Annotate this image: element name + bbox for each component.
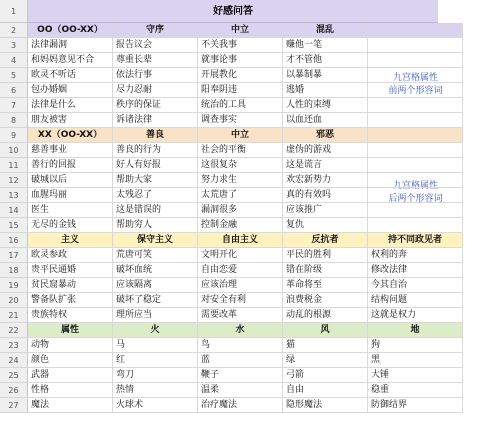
table-cell[interactable]: 这是谎言 <box>283 158 368 173</box>
table-cell[interactable]: 开展教化 <box>198 68 283 83</box>
table-cell[interactable]: 今其自治 <box>368 278 463 293</box>
table-cell[interactable]: 大锤 <box>368 368 463 383</box>
table-cell[interactable]: 医生 <box>28 203 113 218</box>
table-cell[interactable]: 真的有效吗 <box>283 188 368 203</box>
table-row <box>28 188 500 203</box>
table-cell[interactable]: 武器 <box>28 368 113 383</box>
row-header[interactable]: 22 <box>0 323 28 338</box>
table-cell[interactable]: 贵平民通婚 <box>28 263 113 278</box>
table-cell[interactable]: 动乱的根源 <box>283 308 368 323</box>
table-row <box>28 398 500 413</box>
table-row <box>28 338 500 353</box>
table-cell[interactable]: 修改法律 <box>368 263 463 278</box>
table-cell[interactable]: 尽力忍耐 <box>113 83 198 98</box>
table-cell[interactable]: 治疗魔法 <box>198 398 283 413</box>
table-cell[interactable]: 善行的回报 <box>28 158 113 173</box>
table-row <box>28 83 500 98</box>
table-cell[interactable] <box>368 173 463 188</box>
table-cell[interactable] <box>368 158 463 173</box>
table-cell[interactable]: 贵族特权 <box>28 308 113 323</box>
table-cell[interactable]: 温柔 <box>198 383 283 398</box>
header-cell[interactable]: 中立 <box>198 128 283 143</box>
row-header[interactable]: 24 <box>0 353 28 368</box>
table-cell[interactable]: 红 <box>113 353 198 368</box>
row-header[interactable]: 16 <box>0 233 28 248</box>
row-header[interactable]: 25 <box>0 368 28 383</box>
table-cell[interactable]: 无尽的金钱 <box>28 218 113 233</box>
header-cell[interactable]: 地 <box>368 323 463 338</box>
table-cell[interactable]: 自由恋爱 <box>198 263 283 278</box>
table-cell[interactable]: 欧灵参政 <box>28 248 113 263</box>
table-cell[interactable]: 浪费税金 <box>283 293 368 308</box>
table-cell[interactable]: 控制金融 <box>198 218 283 233</box>
row-header[interactable]: 14 <box>0 203 28 218</box>
table-cell[interactable]: 警备队扩张 <box>28 293 113 308</box>
table-cell[interactable]: 就事论事 <box>198 53 283 68</box>
table-cell[interactable]: 法律是什么 <box>28 98 113 113</box>
table-row <box>28 113 500 128</box>
table-cell[interactable]: 狗 <box>368 338 463 353</box>
table-cell[interactable]: 绿 <box>283 353 368 368</box>
table-row <box>28 158 500 173</box>
row-header[interactable]: 18 <box>0 263 28 278</box>
table-cell[interactable]: 依法行事 <box>113 68 198 83</box>
table-cell[interactable]: 自由 <box>283 383 368 398</box>
header-cell[interactable]: 主义 <box>28 233 113 248</box>
table-cell[interactable]: 以血还血 <box>283 113 368 128</box>
side-note-2-line2: 后两个形容词 <box>388 194 443 204</box>
table-cell[interactable]: 理所应当 <box>113 308 198 323</box>
header-cell[interactable]: XX（OO-XX） <box>28 128 113 143</box>
table-cell[interactable]: 应该治理 <box>198 278 283 293</box>
table-cell[interactable]: 漏洞很多 <box>198 203 283 218</box>
header-cell[interactable]: 混乱 <box>283 23 368 38</box>
side-note-1-line1: 九宫格属性 <box>392 73 438 83</box>
table-cell[interactable]: 稳重 <box>368 383 463 398</box>
table-row <box>28 38 500 53</box>
header-cell[interactable]: 水 <box>198 323 283 338</box>
table-cell[interactable]: 阳奉阴违 <box>198 83 283 98</box>
table-cell[interactable]: 血腥玛丽 <box>28 188 113 203</box>
row-header[interactable]: 7 <box>0 98 28 113</box>
table-cell[interactable]: 火球术 <box>113 398 198 413</box>
row-header[interactable]: 12 <box>0 173 28 188</box>
row-header[interactable]: 4 <box>0 53 28 68</box>
table-cell[interactable] <box>368 143 463 158</box>
table-cell[interactable] <box>368 68 463 83</box>
table-cell[interactable]: 社会的平衡 <box>198 143 283 158</box>
table-row <box>28 278 500 293</box>
table-row <box>28 353 500 368</box>
table-row <box>28 98 500 113</box>
table-cell[interactable]: 帮助穷人 <box>113 218 198 233</box>
header-cell[interactable]: 持不同政见者 <box>368 233 463 248</box>
table-cell[interactable]: 包办婚姻 <box>28 83 113 98</box>
table-cell[interactable]: 秩序的保证 <box>113 98 198 113</box>
table-row <box>28 308 500 323</box>
table-cell[interactable]: 诉诸法律 <box>113 113 198 128</box>
table-cell[interactable] <box>368 83 463 98</box>
table-cell[interactable]: 猫 <box>283 338 368 353</box>
table-cell[interactable]: 欢宏新势力 <box>283 173 368 188</box>
table-cell[interactable]: 贫民窟暴动 <box>28 278 113 293</box>
row-header[interactable]: 6 <box>0 83 28 98</box>
header-cell[interactable]: 邪恶 <box>283 128 368 143</box>
table-cell[interactable]: 破坏血统 <box>113 263 198 278</box>
table-cell[interactable]: 蓝 <box>198 353 283 368</box>
table-row <box>28 53 500 68</box>
row-header[interactable]: 5 <box>0 68 28 83</box>
table-row <box>28 293 500 308</box>
table-cell[interactable]: 应该推广 <box>283 203 368 218</box>
table-cell[interactable]: 魔法 <box>28 398 113 413</box>
table-cell[interactable]: 防御结界 <box>368 398 463 413</box>
row-header-1[interactable]: 1 <box>0 0 28 23</box>
table-cell[interactable] <box>368 203 463 218</box>
header-cell[interactable]: 反抗者 <box>283 233 368 248</box>
row-header[interactable]: 13 <box>0 188 28 203</box>
row-header[interactable]: 11 <box>0 158 28 173</box>
table-cell[interactable]: 才不管他 <box>283 53 368 68</box>
table-cell[interactable] <box>368 218 463 233</box>
table-cell[interactable]: 这就是权力 <box>368 308 463 323</box>
table-row <box>28 218 500 233</box>
table-cell[interactable]: 这很复杂 <box>198 158 283 173</box>
table-cell[interactable]: 平民的胜利 <box>283 248 368 263</box>
header-cell[interactable]: 火 <box>113 323 198 338</box>
table-cell[interactable]: 权利的奔 <box>368 248 463 263</box>
table-cell[interactable]: 调查事实 <box>198 113 283 128</box>
header-cell[interactable] <box>368 23 463 38</box>
table-cell[interactable]: 尊重长辈 <box>113 53 198 68</box>
table-cell[interactable]: 太残忍了 <box>113 188 198 203</box>
table-cell[interactable]: 这是错误的 <box>113 203 198 218</box>
side-note-2-line1: 九宫格属性 <box>392 181 438 191</box>
table-cell[interactable]: 好人有好报 <box>113 158 198 173</box>
row-header[interactable]: 15 <box>0 218 28 233</box>
row-header[interactable]: 10 <box>0 143 28 158</box>
section-header-row <box>28 23 500 38</box>
row-header[interactable]: 26 <box>0 383 28 398</box>
header-cell[interactable]: 自由主义 <box>198 233 283 248</box>
table-cell[interactable]: 颜色 <box>28 353 113 368</box>
table-cell[interactable]: 法律漏洞 <box>28 38 113 53</box>
side-note-1-line2: 前两个形容词 <box>388 86 443 96</box>
header-cell[interactable] <box>368 128 463 143</box>
row-header[interactable]: 8 <box>0 113 28 128</box>
table-cell[interactable] <box>368 38 463 53</box>
table-cell[interactable]: 文明开化 <box>198 248 283 263</box>
table-cell[interactable]: 弓箭 <box>283 368 368 383</box>
table-cell[interactable]: 马 <box>113 338 198 353</box>
table-cell[interactable]: 弯刀 <box>113 368 198 383</box>
sheet-title[interactable]: 好感问答 <box>28 0 438 23</box>
table-cell[interactable]: 帮助大家 <box>113 173 198 188</box>
table-cell[interactable]: 荒唐可笑 <box>113 248 198 263</box>
table-cell[interactable]: 善良的行为 <box>113 143 198 158</box>
table-row <box>28 368 500 383</box>
table-row <box>28 248 500 263</box>
table-cell[interactable]: 应该隔离 <box>113 278 198 293</box>
header-cell[interactable]: OO（OO-XX） <box>28 23 113 38</box>
header-cell[interactable]: 保守主义 <box>113 233 198 248</box>
table-cell[interactable]: 不关我事 <box>198 38 283 53</box>
row-header[interactable]: 3 <box>0 38 28 53</box>
table-row <box>28 203 500 218</box>
table-cell[interactable]: 慈善事业 <box>28 143 113 158</box>
table-cell[interactable]: 破坏了稳定 <box>113 293 198 308</box>
table-cell[interactable]: 赚他一笔 <box>283 38 368 53</box>
row-header[interactable]: 21 <box>0 308 28 323</box>
table-cell[interactable] <box>368 98 463 113</box>
table-row <box>28 173 500 188</box>
table-cell[interactable]: 复仇 <box>283 218 368 233</box>
table-cell[interactable]: 需要改革 <box>198 308 283 323</box>
table-row <box>28 383 500 398</box>
table-cell[interactable]: 动物 <box>28 338 113 353</box>
header-cell[interactable]: 守序 <box>113 23 198 38</box>
table-cell[interactable]: 以暴制暴 <box>283 68 368 83</box>
table-cell[interactable]: 革命将至 <box>283 278 368 293</box>
header-cell[interactable]: 属性 <box>28 323 113 338</box>
table-row <box>28 263 500 278</box>
table-cell[interactable] <box>368 53 463 68</box>
table-cell[interactable] <box>368 188 463 203</box>
table-cell[interactable]: 朋友被害 <box>28 113 113 128</box>
row-header[interactable]: 9 <box>0 128 28 143</box>
row-header[interactable]: 17 <box>0 248 28 263</box>
header-cell[interactable]: 中立 <box>198 23 283 38</box>
table-cell[interactable]: 报告议会 <box>113 38 198 53</box>
table-cell[interactable] <box>368 113 463 128</box>
table-cell[interactable]: 热情 <box>113 383 198 398</box>
row-header[interactable]: 27 <box>0 398 28 413</box>
table-cell[interactable]: 虚伪的游戏 <box>283 143 368 158</box>
row-header[interactable]: 20 <box>0 293 28 308</box>
table-cell[interactable]: 和妈妈意见不合 <box>28 53 113 68</box>
table-cell[interactable]: 人性的束缚 <box>283 98 368 113</box>
table-cell[interactable]: 性格 <box>28 383 113 398</box>
table-cell[interactable]: 隐形魔法 <box>283 398 368 413</box>
table-cell[interactable]: 逃婚 <box>283 83 368 98</box>
table-cell[interactable]: 结构问题 <box>368 293 463 308</box>
section-header-row <box>28 233 500 248</box>
section-header-row <box>28 323 500 338</box>
row-header[interactable]: 23 <box>0 338 28 353</box>
table-cell[interactable]: 错在阶级 <box>283 263 368 278</box>
table-cell[interactable]: 太荒唐了 <box>198 188 283 203</box>
table-cell[interactable]: 欧灵不听话 <box>28 68 113 83</box>
table-cell[interactable]: 鸟 <box>198 338 283 353</box>
table-cell[interactable]: 黑 <box>368 353 463 368</box>
section-header-row <box>28 128 500 143</box>
table-cell[interactable]: 鞭子 <box>198 368 283 383</box>
table-cell[interactable]: 努力求生 <box>198 173 283 188</box>
header-cell[interactable]: 善良 <box>113 128 198 143</box>
table-row <box>28 143 500 158</box>
row-header[interactable]: 2 <box>0 23 28 38</box>
row-header[interactable]: 19 <box>0 278 28 293</box>
table-cell[interactable]: 统治的工具 <box>198 98 283 113</box>
table-cell[interactable]: 破城以后 <box>28 173 113 188</box>
header-cell[interactable]: 风 <box>283 323 368 338</box>
table-cell[interactable]: 对安全有利 <box>198 293 283 308</box>
table-row <box>28 68 500 83</box>
